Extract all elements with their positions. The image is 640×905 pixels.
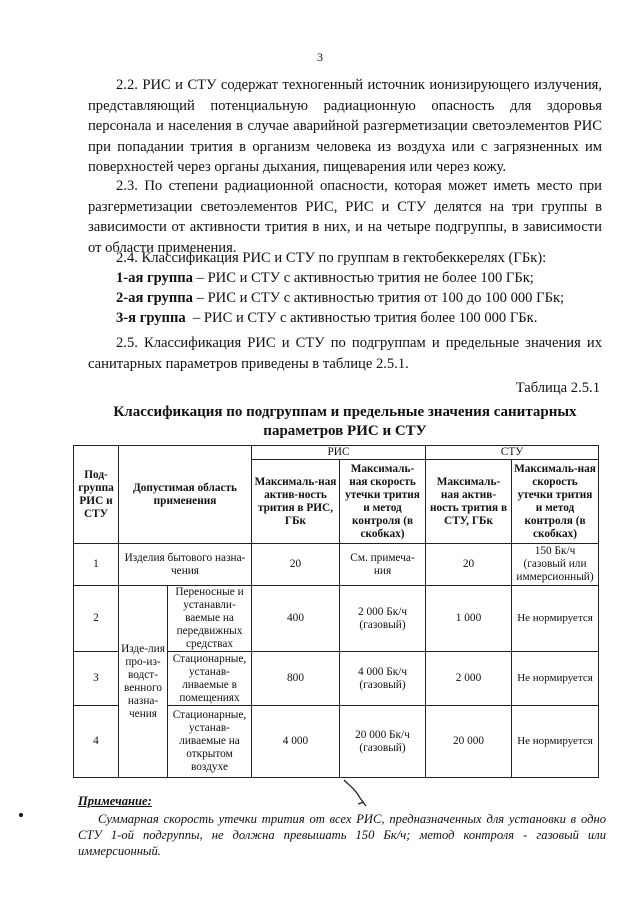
- header-max-activity-stu: Максималь-ная актив-ность трития в СТУ, ГБк: [426, 460, 512, 544]
- group-1-text: – РИС и СТУ с активностью трития не более 100 ГБк;: [192, 270, 534, 286]
- cell-area: Переносные и устанавли-ваемые на передвижных средствах: [168, 586, 252, 652]
- group-2-line: [116, 288, 564, 308]
- cell-ris-leak: 4 000 Бк/ч (газовый): [340, 652, 426, 706]
- paragraph-2-5: [88, 333, 602, 374]
- header-subgroup: Под-группа РИС и СТУ: [74, 446, 119, 544]
- cell-subgroup: 2: [74, 586, 119, 652]
- paragraph-2-3-text: 2.3. По степени радиационной опасности, которая может иметь место при разгерметизации светоэлементов РИС, РИС и СТУ делятся на три группы в зависимости от активности трития в них, и на четыре подгруппы, в зависимости от области применения.: [88, 178, 602, 256]
- group-2-label: 2-ая группа: [116, 290, 193, 306]
- cell-stu-leak: Не нормируется: [512, 652, 599, 706]
- cell-ris-leak: 2 000 Бк/ч (газовый): [340, 586, 426, 652]
- cell-industrial-label: Изде-лия про-из-водст-венного назна-чения: [119, 586, 168, 778]
- cell-stu-leak: Не нормируется: [512, 586, 599, 652]
- cell-ris-activity: 20: [252, 544, 340, 586]
- table-row: [74, 586, 599, 652]
- cell-stu-activity: 1 000: [426, 586, 512, 652]
- cell-subgroup: 4: [74, 706, 119, 778]
- cell-subgroup: 3: [74, 652, 119, 706]
- page-number: 3: [317, 50, 323, 64]
- header-max-activity-ris: Максималь-ная актив-ность трития в РИС, ГБк: [252, 460, 340, 544]
- cell-ris-activity: 800: [252, 652, 340, 706]
- cell-stu-leak: Не нормируется: [512, 706, 599, 778]
- header-ris: РИС: [252, 446, 426, 460]
- cell-ris-activity: 4 000: [252, 706, 340, 778]
- table-title: Классификация по подгруппам и предельные значения санитарных параметров РИС и СТУ: [113, 404, 577, 439]
- group-3-text: – РИС и СТУ с активностью трития более 100 000 ГБк.: [185, 310, 538, 326]
- margin-dot: [19, 813, 23, 817]
- group-2-text: – РИС и СТУ с активностью трития от 100 до 100 000 ГБк;: [192, 290, 565, 306]
- cell-area: Стационарные, устанав-ливаемые на открытом воздухе: [168, 706, 252, 778]
- group-1-line: [116, 268, 534, 288]
- header-area: Допустимая область применения: [119, 446, 252, 544]
- paragraph-2-5-text: 2.5. Классификация РИС и СТУ по подгруппам и предельные значения их санитарных параметров приведены в таблице 2.5.1.: [88, 335, 602, 372]
- group-3-label: 3-я группа: [116, 310, 186, 326]
- cell-ris-activity: 400: [252, 586, 340, 652]
- paragraph-2-2: [88, 75, 602, 178]
- cell-stu-activity: 20: [426, 544, 512, 586]
- cell-stu-activity: 20 000: [426, 706, 512, 778]
- group-1-label: 1-ая группа: [116, 270, 193, 286]
- note-body: Суммарная скорость утечки трития от всех РИС, предназначенных для установки в одно СТУ 1-ой подгруппы, не должна превышать 150 Бк/ч; метод контроля - газовый или иммерсионный.: [78, 812, 606, 858]
- header-max-leak-stu: Максималь-ная скорость утечки трития и метод контроля (в скобках): [512, 460, 599, 544]
- paragraph-2-2-text: 2.2. РИС и СТУ содержат техногенный источник ионизирующего излучения, представляющий потенциальную радиационную опасность для здоровья персонала и населения в случае аварийной разгерметизации светоэлементов РИС при попадании трития в организм человека из воздуха или с загрязненных им поверхностей через органы дыхания, пищеварения или через кожу.: [88, 77, 602, 175]
- cell-subgroup: 1: [74, 544, 119, 586]
- group-3-line: [116, 308, 537, 328]
- note: [78, 793, 606, 859]
- cell-area: Стационарные, устанав-ливаемые в помещениях: [168, 652, 252, 706]
- header-max-leak-ris: Максималь-ная скорость утечки трития и метод контроля (в скобках): [340, 460, 426, 544]
- paragraph-2-4: [88, 248, 602, 269]
- cell-stu-leak: 150 Бк/ч (газовый или иммерсионный): [512, 544, 599, 586]
- paragraph-2-3: [88, 176, 602, 258]
- cell-ris-leak: 20 000 Бк/ч (газовый): [340, 706, 426, 778]
- table-row: [74, 544, 599, 586]
- cell-stu-activity: 2 000: [426, 652, 512, 706]
- table-label: Таблица 2.5.1: [515, 380, 600, 396]
- paragraph-2-4-text: 2.4. Классификация РИС и СТУ по группам в гектобеккерелях (ГБк):: [116, 250, 547, 266]
- classification-table: [73, 445, 599, 778]
- header-stu: СТУ: [426, 446, 599, 460]
- cell-ris-leak: См. примеча-ния: [340, 544, 426, 586]
- cell-area: Изделия бытового назна-чения: [119, 544, 252, 586]
- note-title: Примечание:: [78, 794, 152, 808]
